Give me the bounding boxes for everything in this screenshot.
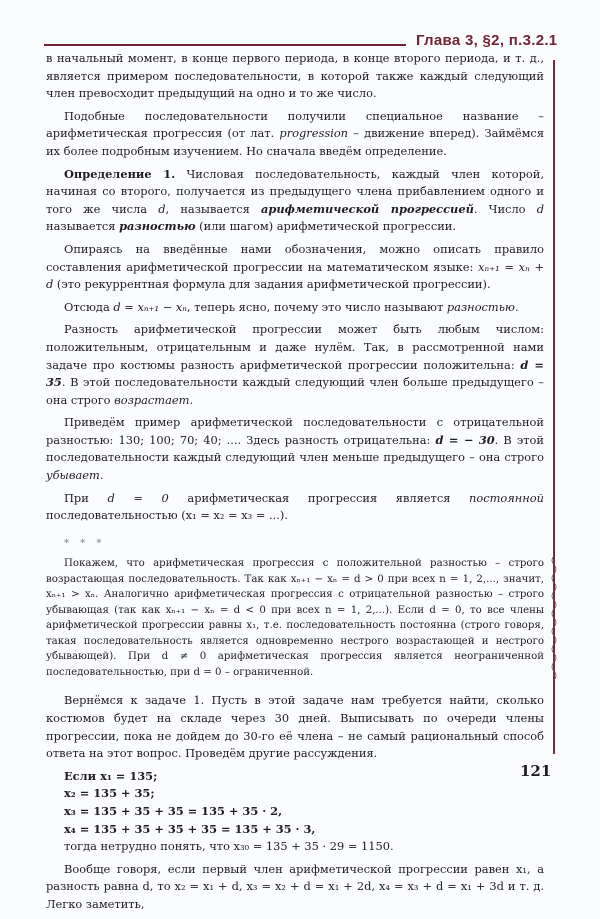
text: Разность арифметической прогрессии может быть любым числом: положительным, отрицательным и даже нулём. Так, в рассмотренной нами задаче про костюмы разность арифметической прогрессии положительна: [46,322,544,372]
formula: d = 0 [107,490,169,505]
paragraph-progression-intro [46,108,544,161]
text: . Число [473,201,537,216]
calc-line: x₄ = 135 + 35 + 35 + 35 = 135 + 35 · 3, [64,821,316,836]
paragraph-zero-difference [46,490,544,525]
text: (это рекуррентная формула для задания арифметической прогрессии). [53,277,491,292]
term: возрастает [114,392,190,407]
page-number: 121 [520,762,552,780]
calc-line: x₃ = 135 + 35 + 35 = 135 + 35 · 2, [64,804,283,818]
text: называется [46,219,120,234]
latin-term: progression [279,126,349,141]
paragraph-positive-difference [46,321,544,409]
formula: d = − 30 [435,432,495,447]
formula: d = xₙ₊₁ − xₙ [113,299,187,314]
text: . В этой последовательности каждый следующий член меньше предыдущего – она строго [46,432,544,465]
text: . [99,468,104,483]
math-var: d [158,201,166,216]
text: , называется [165,201,261,216]
calc-line: Если x₁ = 135; [64,768,158,783]
text: Отсюда [64,299,114,314]
calc-line: x₂ = 135 + 35; [64,786,155,801]
text: . В этой последовательности каждый следующий член больше предыдущего – она строго [46,375,544,407]
paragraph-recurrence [46,241,544,294]
text: – движение вперед). Займёмся их более подробным изучением. Но сначала введём определение. [46,126,544,158]
definition-label: Определение 1. [64,166,176,181]
wavy-margin-icon [550,556,558,680]
text: . [189,392,194,407]
calculation-block [64,768,544,856]
text: Опираясь на введённые нами обозначения, можно описать правило составления арифметической прогрессии на математическом языке: [46,241,544,274]
definition-1 [46,166,544,236]
defined-term: разностью [119,219,196,234]
text: арифметическая прогрессия является [168,490,470,505]
formula: d = 35 [46,357,544,390]
paragraph-continuation: в начальный момент, в конце первого периода, в конце второго периода, и т. д., является примером последовательности, в которой также каждый следующий член превосходит предыдущий на одно и то же число. [46,51,544,101]
calc-line: тогда нетрудно понять, что x₃₀ = 135 + 35 · 29 = 1150. [64,839,394,854]
text: (или шагом) арифметической прогрессии. [195,219,456,234]
term: постоянной [469,490,544,505]
paragraph-difference [46,299,544,317]
formula: xₙ₊₁ = xₙ + d [46,259,544,292]
text: Числовая последовательность, каждый член которой, начиная со второго, получается из предыдущего члена прибавлением одного и того же числа [46,166,544,216]
paragraph-negative-difference [46,414,544,484]
header-rule [44,44,406,46]
paragraph-problem-return: Вернёмся к задаче 1. Пусть в этой задаче нам требуется найти, сколько костюмов будет на складе через 30 дней. Выписывать по очереди члены прогрессии, пока не дойдем до 30-го её члена – не самый рациональный способ ответа на этот вопрос. Проведём другие рассуждения. [46,693,544,761]
text: Подобные последовательности получили специальное название – арифметическая прогрессия (от лат. [46,108,544,141]
paragraph-general-term: Вообще говоря, если первый член арифметической прогрессии равен x₁, а разность равна d, то x₂ = x₁ + d, x₃ = x₂ + d = x₁ + 2d, x₄ = x₃ + d = x₁ + 3d и т. д. Легко заметить, [46,861,544,911]
page-body [46,50,544,919]
section-stars: * * * [64,537,106,549]
term: разностью [446,299,515,314]
running-title: Глава 3, §2, п.3.2.1 [416,32,558,49]
text: . [514,299,519,314]
math-var: d [536,201,544,216]
text: последовательностью (x₁ = x₂ = x₃ = ...). [46,508,288,523]
text: Приведём пример арифметической последовательности с отрицательной разностью: 130; 100; 70; 40; .... Здесь разность отрицательна: [46,415,544,447]
aside-text: Покажем, что арифметическая прогрессия с положительной разностью – строго возрастающая последовательность. Так как xₙ₊₁ − xₙ = d > 0 при всех n = 1, 2,..., значит, xₙ₊₁ > xₙ. Аналогично арифметическая прогрессия с отрицательной разностью – строго убывающая (так как xₙ₊₁ − xₙ = d < 0 при всех n = 1, 2,...). Если d = 0, то все члены арифметической прогрессии равны x₁, т.е. последовательность постоянна (строго говоря, такая последовательность является одновременно нестрого возрастающей и нестрого убывающей). При d ≠ 0 арифметическая прогрессия является неограниченной последовательностью, при d = 0 – ограниченной. [46,558,544,678]
text: , теперь ясно, почему это число называют [186,299,447,314]
text: При [64,490,108,505]
term: убывает [46,468,100,483]
aside-block [46,556,544,680]
defined-term: арифметической прогрессией [260,201,474,216]
